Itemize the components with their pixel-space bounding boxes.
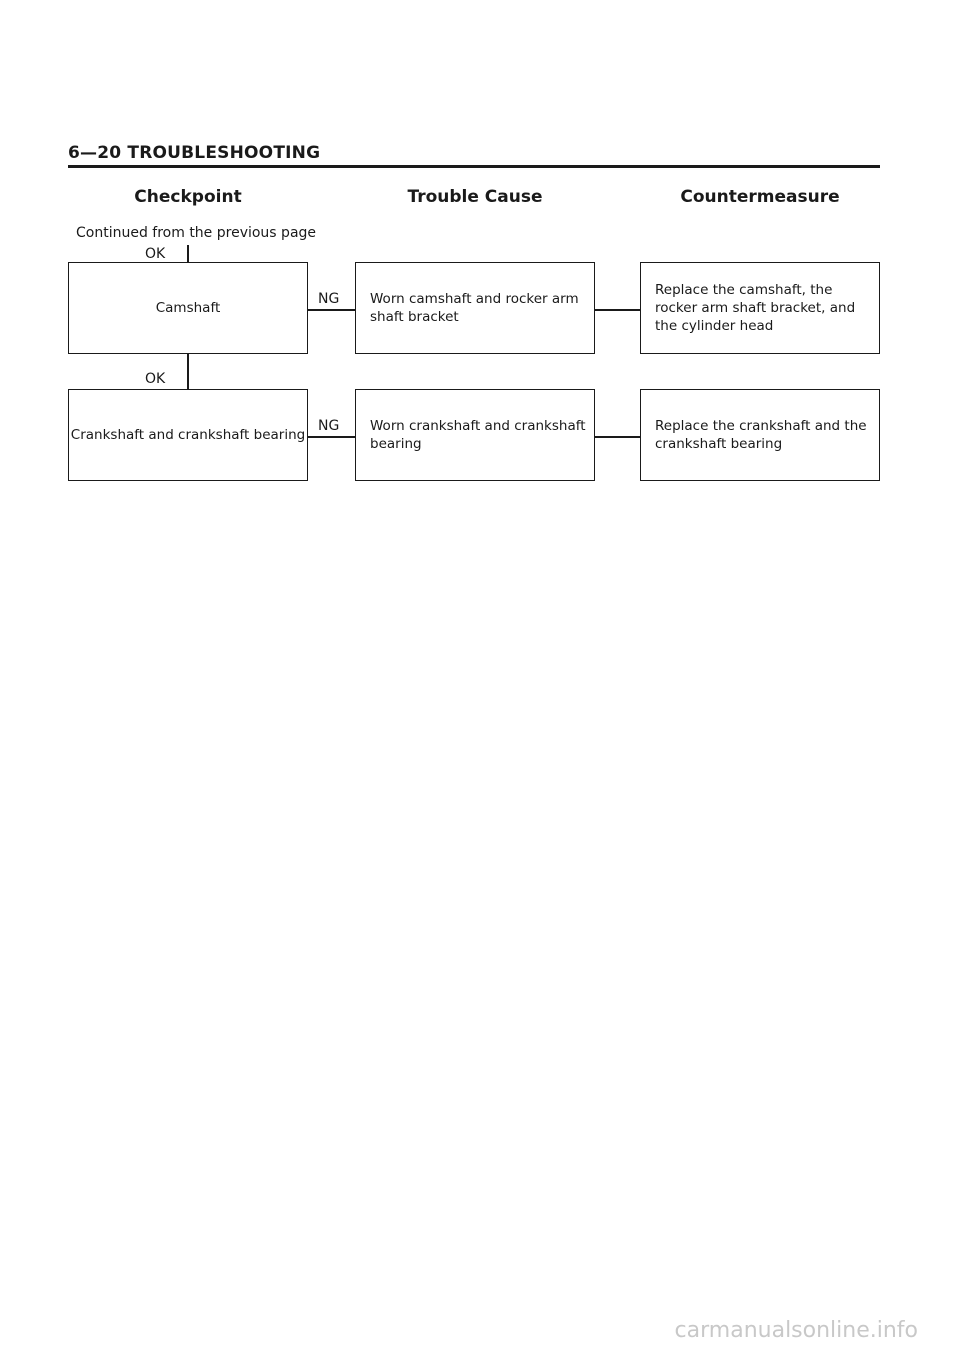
countermeasure-text: Replace the crankshaft and the crankshaft bearing (655, 418, 867, 452)
countermeasure-box-camshaft (640, 262, 880, 354)
checkpoint-text: Crankshaft and crankshaft bearing (70, 427, 306, 443)
countermeasure-connector-1 (595, 309, 640, 311)
ng-label-1: NG (318, 291, 340, 307)
checkpoint-text: Camshaft (155, 300, 221, 316)
countermeasure-box-crankshaft (640, 389, 880, 481)
ng-connector-2 (308, 436, 355, 438)
countermeasure-text: Replace the camshaft, the rocker arm shaft bracket, and the cylinder head (655, 282, 856, 334)
column-heading-countermeasure: Countermeasure (680, 187, 840, 207)
ok-label-2: OK (145, 371, 166, 387)
countermeasure-connector-2 (595, 436, 640, 438)
page-title: 6—20 TROUBLESHOOTING (68, 143, 321, 163)
cause-box-crankshaft (355, 389, 595, 481)
cause-box-camshaft (355, 262, 595, 354)
cause-text: Worn crankshaft and crankshaft bearing (370, 418, 586, 452)
flow-line-ok-2 (187, 354, 189, 390)
flow-line-ok-1 (187, 245, 189, 263)
cause-text: Worn camshaft and rocker arm shaft bracket (370, 291, 579, 325)
header-rule (68, 165, 880, 168)
ng-connector-1 (308, 309, 355, 311)
checkpoint-box-camshaft (68, 262, 308, 354)
ng-label-2: NG (318, 418, 340, 434)
watermark: carmanualsonline.info (674, 1318, 918, 1343)
column-heading-checkpoint: Checkpoint (134, 187, 242, 207)
column-heading-trouble-cause: Trouble Cause (407, 187, 543, 207)
continued-note: Continued from the previous page (76, 225, 317, 241)
checkpoint-box-crankshaft (68, 389, 308, 481)
ok-label-1: OK (145, 246, 166, 262)
